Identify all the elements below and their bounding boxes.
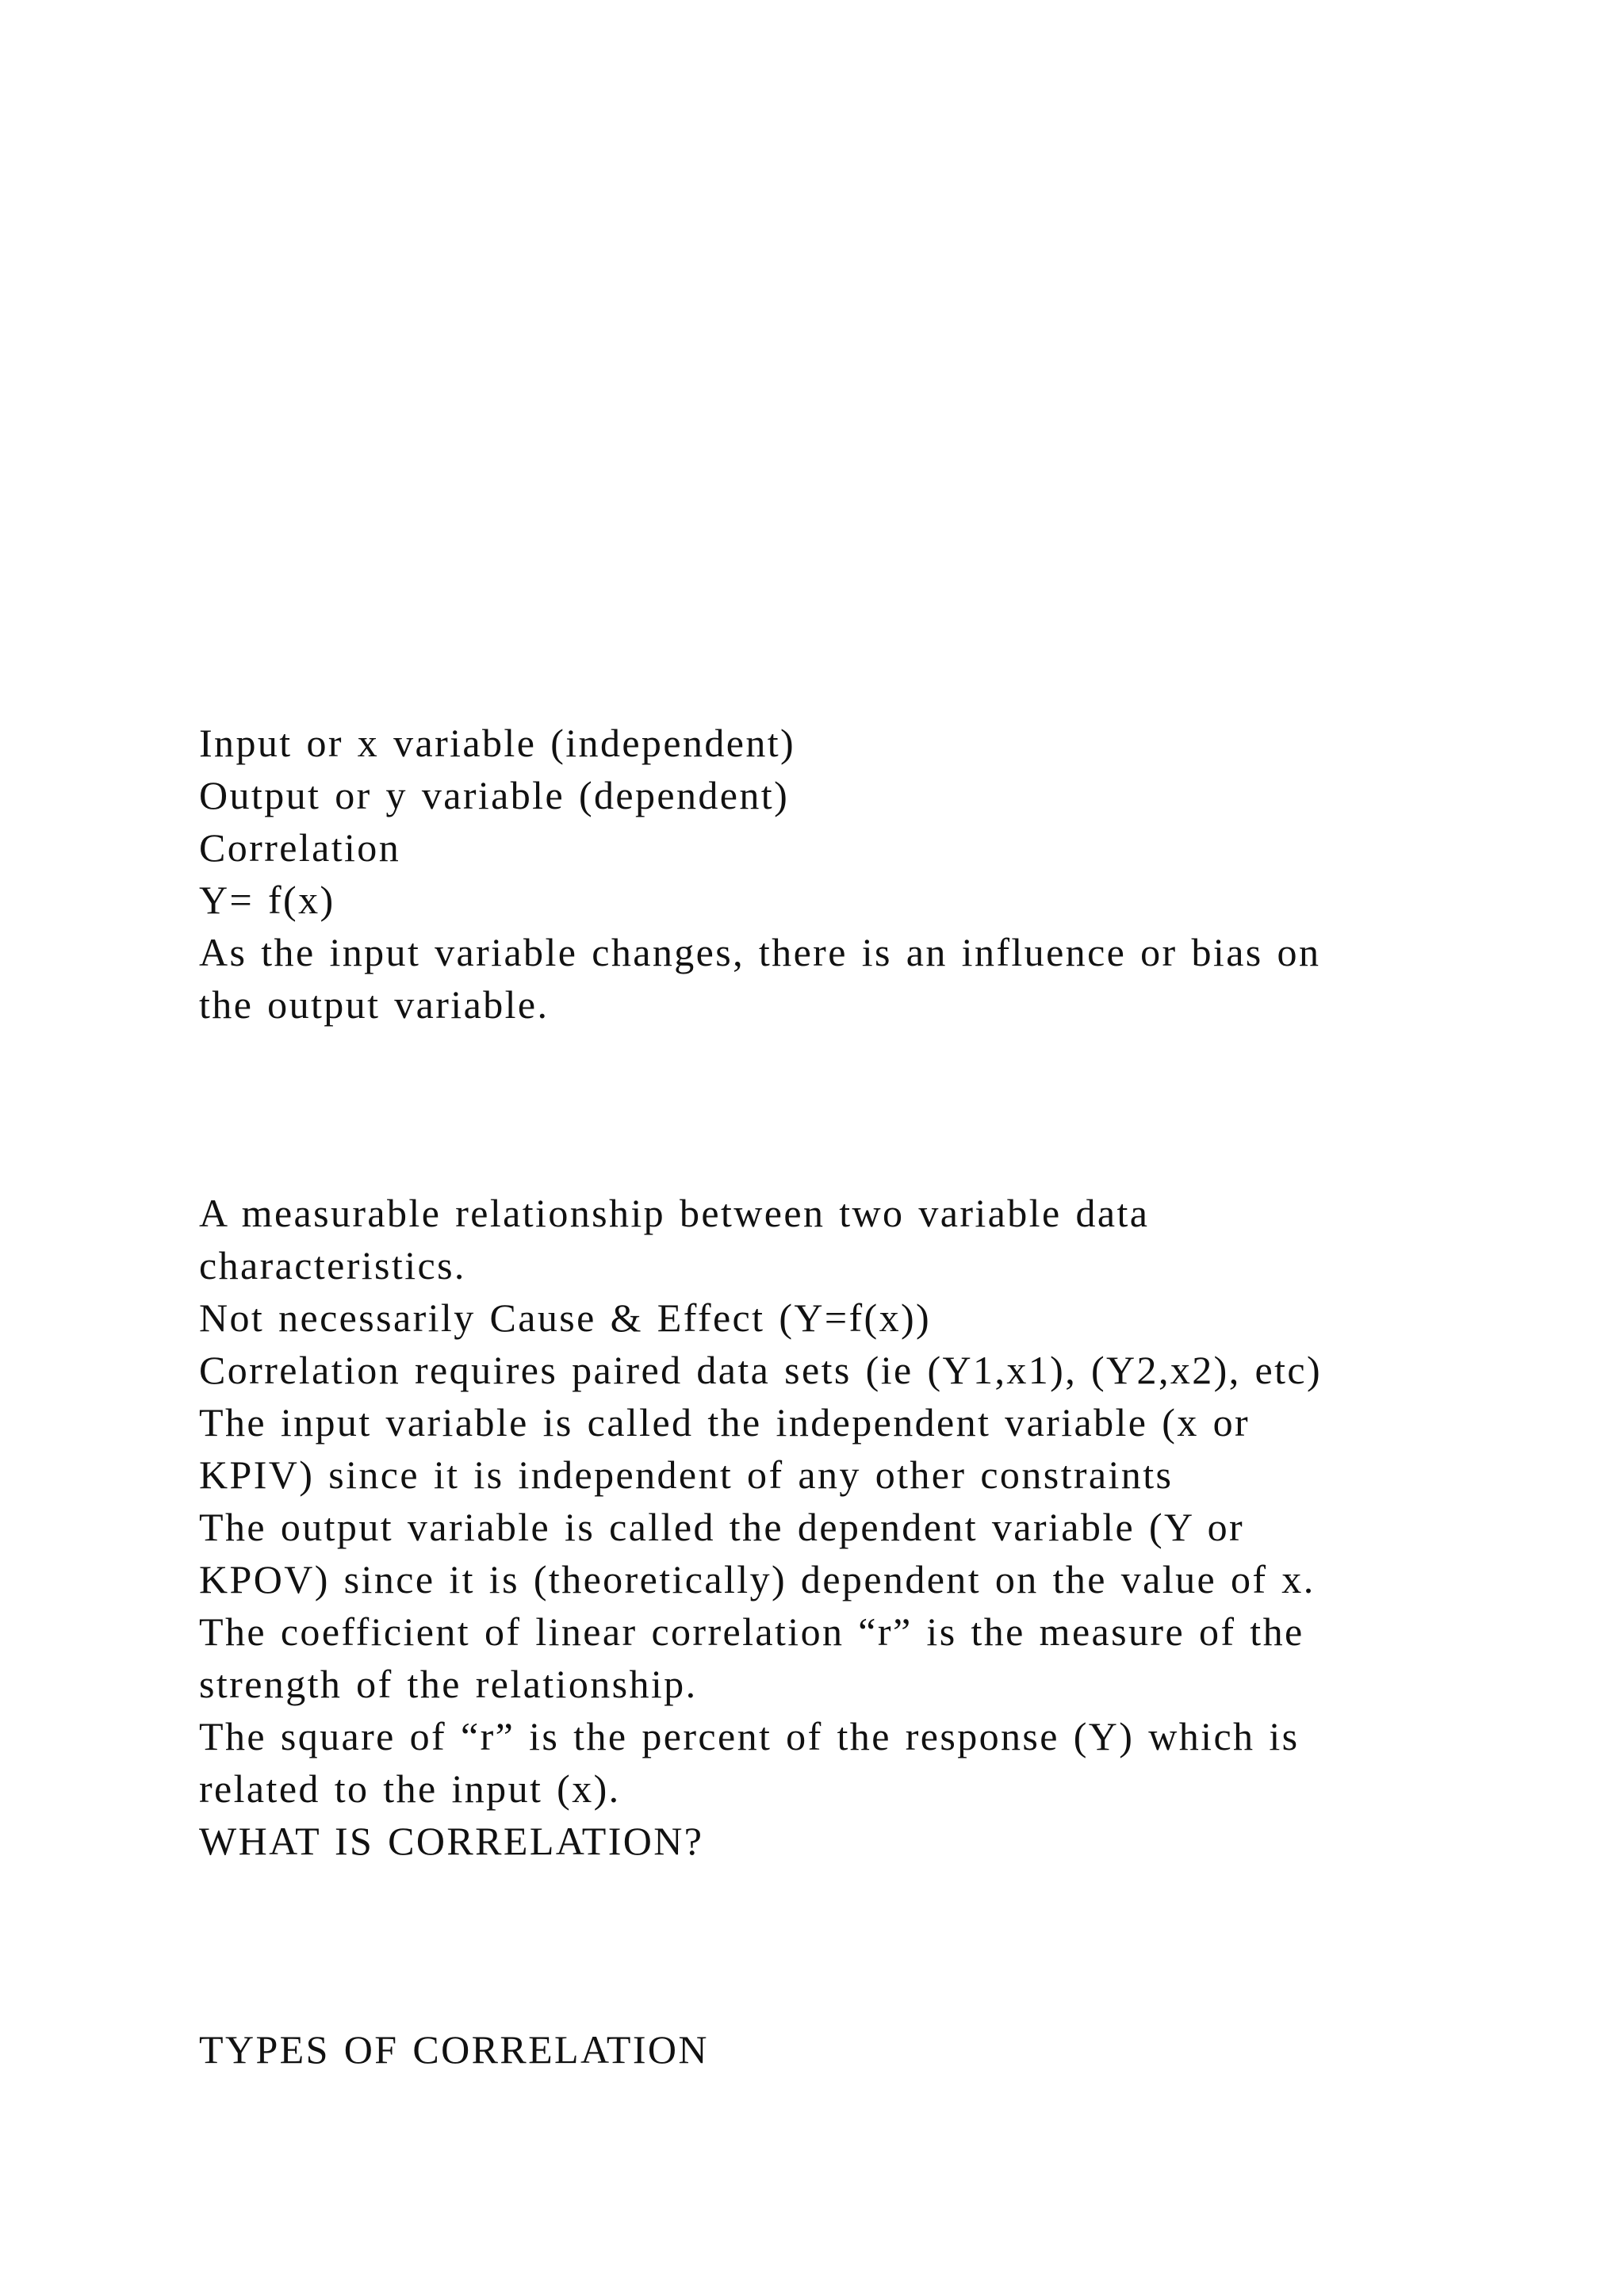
text-line-output-variable: Output or y variable (dependent): [199, 773, 790, 817]
text-line-strength: strength of the relationship.: [199, 1662, 698, 1706]
text-line-square-of-r: The square of “r” is the percent of the response (Y) which is: [199, 1714, 1300, 1758]
text-line-dependent-variable: The output variable is called the dependent variable (Y or: [199, 1505, 1245, 1549]
text-line-paired-data: Correlation requires paired data sets (ie (Y1,x1), (Y2,x2), etc): [199, 1348, 1323, 1392]
text-line-correlation: Correlation: [199, 825, 401, 870]
text-line-coefficient: The coefficient of linear correlation “r” is the measure of the: [199, 1609, 1304, 1654]
text-line-independent-variable: The input variable is called the independent variable (x or: [199, 1400, 1251, 1445]
heading-what-is-correlation: WHAT IS CORRELATION?: [199, 1819, 704, 1863]
text-line-cause-effect: Not necessarily Cause & Effect (Y=f(x)): [199, 1295, 932, 1340]
text-line-output-variable-end: the output variable.: [199, 982, 550, 1027]
text-line-characteristics: characteristics.: [199, 1243, 466, 1288]
heading-types-of-correlation: TYPES OF CORRELATION: [199, 2027, 709, 2072]
text-line-kpov: KPOV) since it is (theoretically) dependent on the value of x.: [199, 1557, 1316, 1601]
text-line-input-changes: As the input variable changes, there is an influence or bias on: [199, 930, 1321, 974]
text-line-input-variable: Input or x variable (independent): [199, 721, 796, 765]
text-line-formula: Y= f(x): [199, 878, 335, 922]
text-line-measurable-relationship: A measurable relationship between two variable data: [199, 1191, 1150, 1235]
text-line-kpiv: KPIV) since it is independent of any other constraints: [199, 1452, 1174, 1497]
text-line-related-input: related to the input (x).: [199, 1766, 621, 1811]
